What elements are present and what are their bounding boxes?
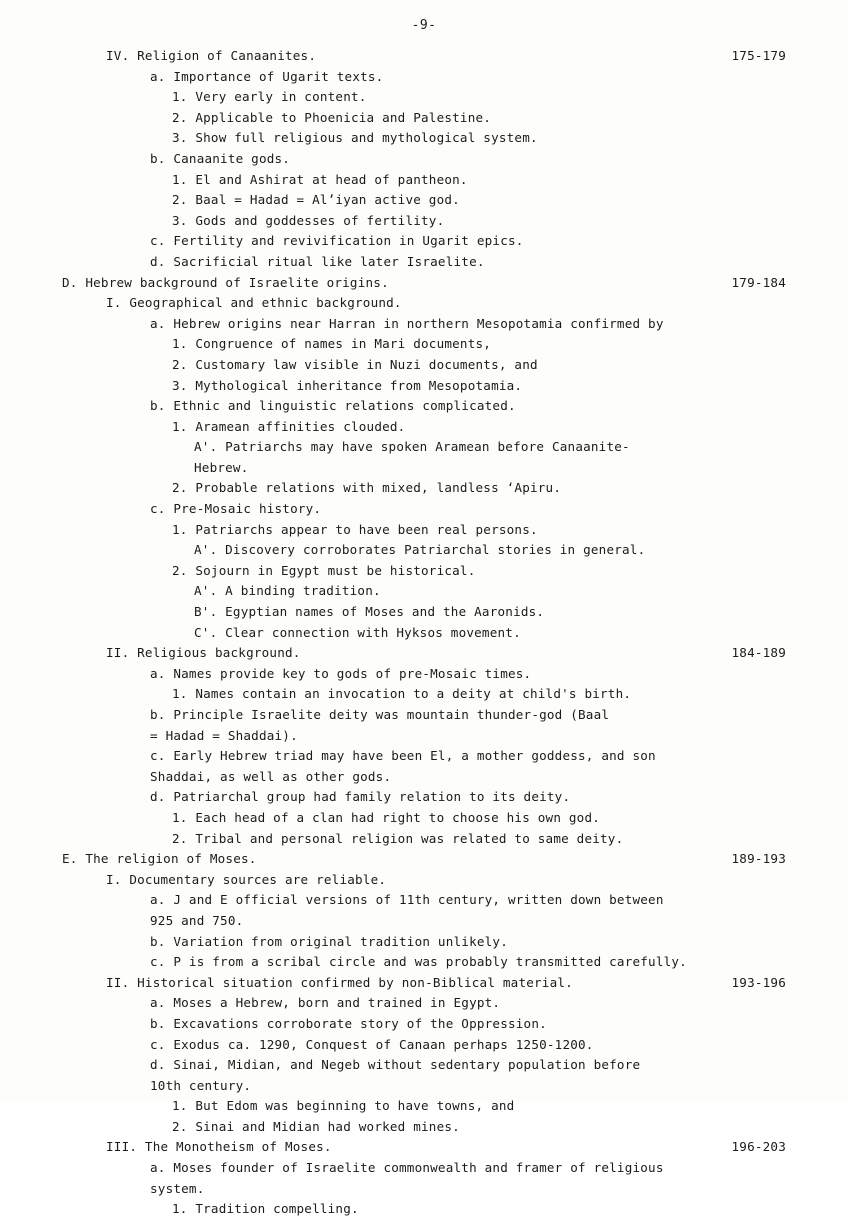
outline-line: [62, 746, 786, 767]
outline-line-text: A'. A binding tradition.: [194, 583, 381, 599]
outline-line-text: 1. Each head of a clan had right to choose his own god.: [172, 809, 601, 825]
outline-line: [62, 787, 786, 808]
outline-body: [62, 46, 786, 1220]
outline-line-text: 2. Customary law visible in Nuzi documents, and: [172, 356, 538, 372]
outline-line-text: 1. Aramean affinities clouded.: [172, 418, 406, 434]
outline-line-text: a. Names provide key to gods of pre-Mosaic times.: [150, 665, 532, 681]
outline-line-text: = Hadad = Shaddai).: [150, 727, 298, 743]
outline-line: [62, 643, 786, 664]
outline-line-text: 2. Tribal and personal religion was related to same deity.: [172, 830, 624, 846]
outline-line: [62, 623, 786, 644]
outline-line-text: a. Hebrew origins near Harran in northern Mesopotamia confirmed by: [150, 315, 664, 331]
outline-line: [62, 87, 786, 108]
outline-line: [62, 478, 786, 499]
outline-line-text: 3. Show full religious and mythological system.: [172, 130, 538, 146]
outline-line: [62, 1158, 786, 1179]
outline-line-text: c. Exodus ca. 1290, Conquest of Canaan perhaps 1250-1200.: [150, 1036, 594, 1052]
outline-line: [62, 170, 786, 191]
outline-line-text: B'. Egyptian names of Moses and the Aaronids.: [194, 604, 545, 620]
outline-line: [62, 1137, 786, 1158]
page-range: 196-203: [731, 1139, 786, 1155]
outline-line: [62, 561, 786, 582]
outline-line-text: a. Moses founder of Israelite commonwealth and framer of religious: [150, 1160, 664, 1176]
outline-line: [62, 540, 786, 561]
outline-line: [62, 705, 786, 726]
outline-line: [62, 108, 786, 129]
outline-line-text: III. The Monotheism of Moses.: [106, 1139, 332, 1155]
outline-line: [62, 437, 786, 458]
outline-line-text: Shaddai, as well as other gods.: [150, 768, 392, 784]
outline-line: [62, 128, 786, 149]
outline-line-text: E. The religion of Moses.: [62, 851, 257, 867]
outline-line-text: 925 and 750.: [150, 912, 244, 928]
outline-line: [62, 1035, 786, 1056]
outline-line-text: c. Fertility and revivification in Ugarit epics.: [150, 233, 524, 249]
outline-line: [62, 767, 786, 788]
outline-line-text: system.: [150, 1180, 205, 1196]
outline-line-text: D. Hebrew background of Israelite origins.: [62, 274, 389, 290]
page-range: 189-193: [731, 851, 786, 867]
outline-line: [62, 684, 786, 705]
outline-line-text: c. P is from a scribal circle and was probably transmitted carefully.: [150, 954, 687, 970]
outline-line-text: b. Variation from original tradition unlikely.: [150, 933, 508, 949]
outline-line: [62, 417, 786, 438]
outline-line-text: A'. Patriarchs may have spoken Aramean before Canaanite-: [194, 439, 630, 455]
outline-line: [62, 67, 786, 88]
outline-line: [62, 293, 786, 314]
outline-line: [62, 1014, 786, 1035]
outline-line-text: 1. Names contain an invocation to a deity at child's birth.: [172, 686, 632, 702]
outline-line: [62, 1179, 786, 1200]
page-range: 193-196: [731, 974, 786, 990]
outline-line: [62, 396, 786, 417]
outline-line: [62, 252, 786, 273]
outline-line-text: a. Moses a Hebrew, born and trained in Egypt.: [150, 995, 501, 1011]
outline-line: [62, 499, 786, 520]
outline-line-text: b. Ethnic and linguistic relations complicated.: [150, 398, 516, 414]
outline-line: [62, 273, 786, 294]
outline-line: [62, 1199, 786, 1220]
outline-line-text: 3. Gods and goddesses of fertility.: [172, 212, 445, 228]
outline-line-text: d. Patriarchal group had family relation to its deity.: [150, 789, 571, 805]
outline-line: [62, 993, 786, 1014]
outline-line-text: I. Documentary sources are reliable.: [106, 871, 387, 887]
outline-line-text: b. Canaanite gods.: [150, 150, 291, 166]
outline-line-text: 2. Sinai and Midian had worked mines.: [172, 1118, 460, 1134]
outline-line: [62, 458, 786, 479]
outline-line-text: C'. Clear connection with Hyksos movement.: [194, 624, 521, 640]
outline-line: [62, 1055, 786, 1076]
outline-line-text: IV. Religion of Canaanites.: [106, 48, 317, 63]
outline-line-text: 1. But Edom was beginning to have towns, and: [172, 1098, 515, 1114]
outline-line: [62, 520, 786, 541]
outline-line-text: A'. Discovery corroborates Patriarchal stories in general.: [194, 542, 646, 558]
outline-line-text: b. Principle Israelite deity was mountain thunder-god (Baal: [150, 707, 610, 722]
outline-line-text: Hebrew.: [194, 459, 249, 475]
outline-line-text: c. Pre-Mosaic history.: [150, 501, 322, 517]
outline-line-text: 1. Tradition compelling.: [172, 1201, 359, 1217]
outline-line: [62, 602, 786, 623]
outline-line-text: I. Geographical and ethnic background.: [106, 295, 402, 311]
outline-line: [62, 890, 786, 911]
outline-line: [62, 870, 786, 891]
outline-line: [62, 211, 786, 232]
outline-line-text: a. Importance of Ugarit texts.: [150, 68, 384, 84]
outline-line-text: II. Religious background.: [106, 645, 301, 661]
outline-line-text: 1. Congruence of names in Mari documents,: [172, 336, 492, 352]
outline-line: [62, 581, 786, 602]
outline-line: [62, 973, 786, 994]
outline-line-text: II. Historical situation confirmed by non-Biblical material.: [106, 974, 573, 990]
outline-line-text: c. Early Hebrew triad may have been El, a mother goddess, and son: [150, 748, 656, 764]
outline-line: [62, 829, 786, 850]
outline-line: [62, 932, 786, 953]
page-range: 184-189: [731, 645, 786, 661]
outline-line-text: 1. Very early in content.: [172, 89, 367, 105]
outline-line: [62, 952, 786, 973]
page-number: -9-: [411, 18, 437, 33]
outline-line: [62, 1096, 786, 1117]
outline-line: [62, 1076, 786, 1097]
outline-line-text: 1. Patriarchs appear to have been real persons.: [172, 521, 538, 537]
outline-line-text: b. Excavations corroborate story of the Oppression.: [150, 1015, 547, 1031]
page-range: 179-184: [731, 274, 786, 290]
outline-line: [62, 808, 786, 829]
outline-line-text: 10th century.: [150, 1077, 252, 1093]
outline-line: [62, 911, 786, 932]
outline-line-text: a. J and E official versions of 11th century, written down between: [150, 892, 664, 908]
outline-line: [62, 190, 786, 211]
outline-line: [62, 314, 786, 335]
outline-line: [62, 849, 786, 870]
outline-line-text: 1. El and Ashirat at head of pantheon.: [172, 171, 468, 187]
outline-line-text: d. Sinai, Midian, and Negeb without sedentary population before: [150, 1057, 641, 1073]
outline-line-text: 3. Mythological inheritance from Mesopotamia.: [172, 377, 523, 393]
outline-line-text: 2. Sojourn in Egypt must be historical.: [172, 562, 476, 578]
outline-line: [62, 355, 786, 376]
page-range: 175-179: [731, 48, 786, 63]
outline-line: [62, 1117, 786, 1138]
outline-line: [62, 231, 786, 252]
outline-line-text: d. Sacrificial ritual like later Israelite.: [150, 253, 485, 269]
outline-line: [62, 46, 786, 67]
outline-line: [62, 664, 786, 685]
outline-line-text: 2. Baal = Hadad = Alʼiyan active god.: [172, 192, 460, 208]
outline-line: [62, 149, 786, 170]
outline-line: [62, 376, 786, 397]
outline-line: [62, 726, 786, 747]
outline-line-text: 2. Probable relations with mixed, landless ʻApiru.: [172, 480, 562, 496]
outline-line-text: 2. Applicable to Phoenicia and Palestine.: [172, 109, 492, 125]
outline-line: [62, 334, 786, 355]
